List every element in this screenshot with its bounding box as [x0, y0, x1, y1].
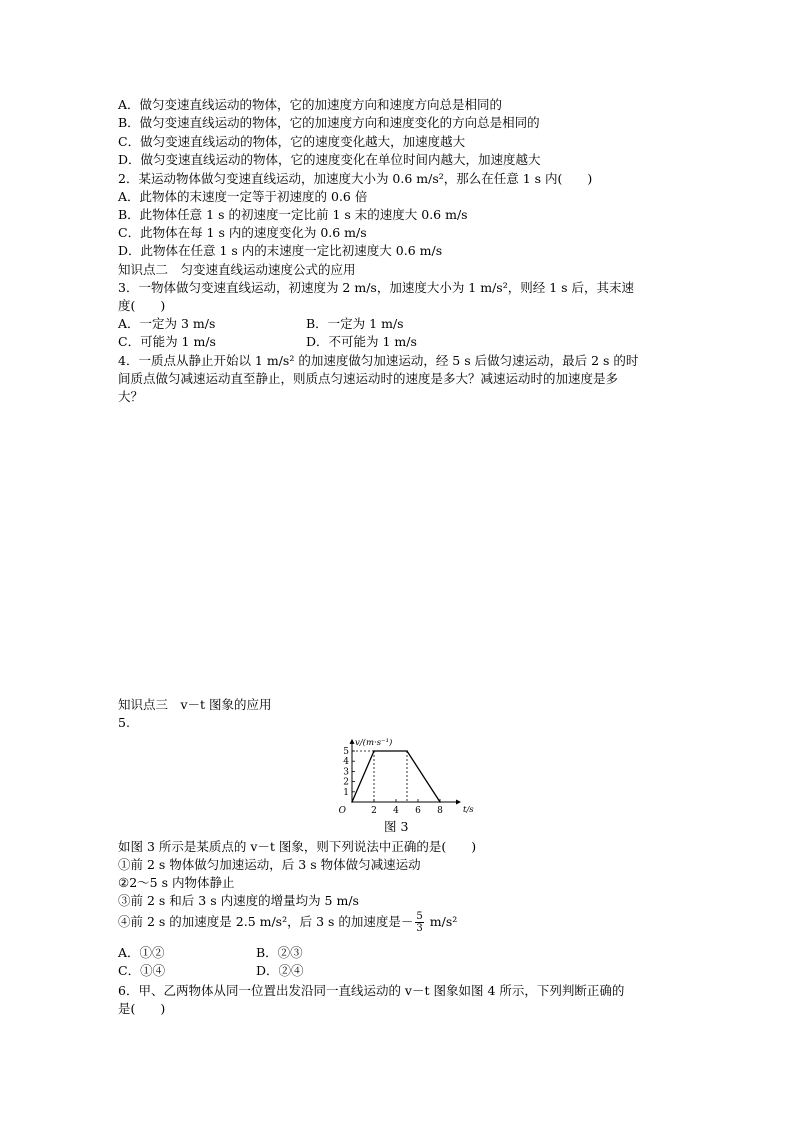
q5-stem: 如图 3 所示是某质点的 v－t 图象，则下列说法中正确的是( ): [118, 839, 477, 854]
x-axis-arrow: [456, 800, 461, 805]
y-tick-label: 4: [343, 757, 349, 768]
y-tick-label: 1: [343, 787, 349, 798]
x-axis-label: t/s: [463, 805, 474, 815]
figure-caption: 图 3: [384, 819, 409, 834]
q1-option-a: A．做匀变速直线运动的物体，它的加速度方向和速度方向总是相同的: [118, 97, 503, 112]
fraction-numerator: 5: [416, 911, 423, 922]
q3-option-b: B．一定为 1 m/s: [306, 316, 404, 331]
q6-line2: 是( ): [118, 1001, 166, 1016]
q3-option-d: D．不可能为 1 m/s: [306, 334, 417, 349]
q5-option-b: B．②③: [256, 945, 303, 960]
data-point: [439, 801, 441, 803]
q5-statement-3: ③前 2 s 和后 3 s 内速度的增量均为 5 m/s: [118, 893, 359, 908]
vt-graph: [330, 728, 474, 820]
q2-option-b: B．此物体任意 1 s 的初速度一定比前 1 s 末的速度大 0.6 m/s: [118, 207, 468, 222]
q1-option-c: C．做匀变速直线运动的物体，它的速度变化越大，加速度越大: [118, 134, 466, 149]
q5-number: 5.: [118, 715, 130, 730]
y-axis-arrow: [350, 739, 355, 744]
q2-option-d: D．此物体在任意 1 s 内的末速度一定比初速度大 0.6 m/s: [118, 243, 443, 258]
data-point: [351, 801, 353, 803]
x-tick-label: 6: [415, 806, 421, 816]
q5-statement-1: ①前 2 s 物体做匀加速运动，后 3 s 物体做匀减速运动: [118, 857, 421, 872]
q3-option-c: C．可能为 1 m/s: [118, 334, 216, 349]
section2-title: 知识点二 匀变速直线运动速度公式的应用: [118, 262, 356, 277]
x-tick-label: 4: [393, 806, 399, 816]
q5-option-d: D．②④: [256, 963, 304, 978]
y-axis-label: v/(m·s⁻¹): [355, 737, 393, 748]
data-point: [373, 750, 375, 752]
q6-line1: 6．甲、乙两物体从同一位置出发沿同一直线运动的 v－t 图象如图 4 所示，下列判断正确的: [118, 983, 625, 998]
q5-option-a: A．①②: [118, 945, 165, 960]
velocity-series-line: [352, 751, 440, 802]
x-tick-label: 2: [371, 806, 377, 816]
section3-title: 知识点三 v－t 图象的应用: [118, 697, 272, 712]
fraction: [415, 911, 423, 934]
data-point: [406, 750, 408, 752]
q3-stem-line2: 度( ): [118, 298, 166, 313]
q3-stem-line1: 3．一物体做匀变速直线运动，初速度为 2 m/s，加速度大小为 1 m/s²，则经 1 s 后，其末速: [118, 280, 635, 295]
fraction-denominator: 3: [416, 923, 423, 934]
q5-statement-4-prefix: ④前 2 s 的加速度是 2.5 m/s²，后 3 s 的加速度是－: [118, 914, 414, 929]
q1-option-b: B．做匀变速直线运动的物体，它的加速度方向和速度变化的方向总是相同的: [118, 115, 540, 130]
q3-option-a: A．一定为 3 m/s: [118, 316, 216, 331]
q4-line1: 4．一质点从静止开始以 1 m/s² 的加速度做匀加速运动，经 5 s 后做匀速运动，最后 2 s 的时: [118, 353, 639, 368]
q1-option-d: D．做匀变速直线运动的物体，它的速度变化在单位时间内越大，加速度越大: [118, 152, 541, 167]
q2-stem: 2．某运动物体做匀变速直线运动，加速度大小为 0.6 m/s²，那么在任意 1 s 内( ): [118, 171, 593, 186]
q5-statement-4-suffix: m/s²: [425, 914, 458, 929]
y-tick-label: 3: [343, 767, 349, 778]
q4-line2: 间质点做匀减速运动直至静止，则质点匀速运动时的速度是多大？减速运动时的加速度是多: [118, 371, 619, 386]
y-tick-label: 5: [343, 747, 349, 757]
y-tick-label: 2: [343, 777, 349, 788]
q5-option-c: C．①④: [118, 963, 166, 978]
q2-option-a: A．此物体的末速度一定等于初速度的 0.6 倍: [118, 189, 368, 204]
q5-statement-2: ②2～5 s 内物体静止: [118, 875, 235, 890]
origin-label: O: [338, 806, 346, 816]
x-tick-label: 8: [437, 806, 443, 816]
q4-line3: 大？: [118, 389, 144, 404]
q5-statement-4: [118, 911, 457, 934]
q2-option-c: C．此物体在每 1 s 内的速度变化为 0.6 m/s: [118, 225, 367, 240]
